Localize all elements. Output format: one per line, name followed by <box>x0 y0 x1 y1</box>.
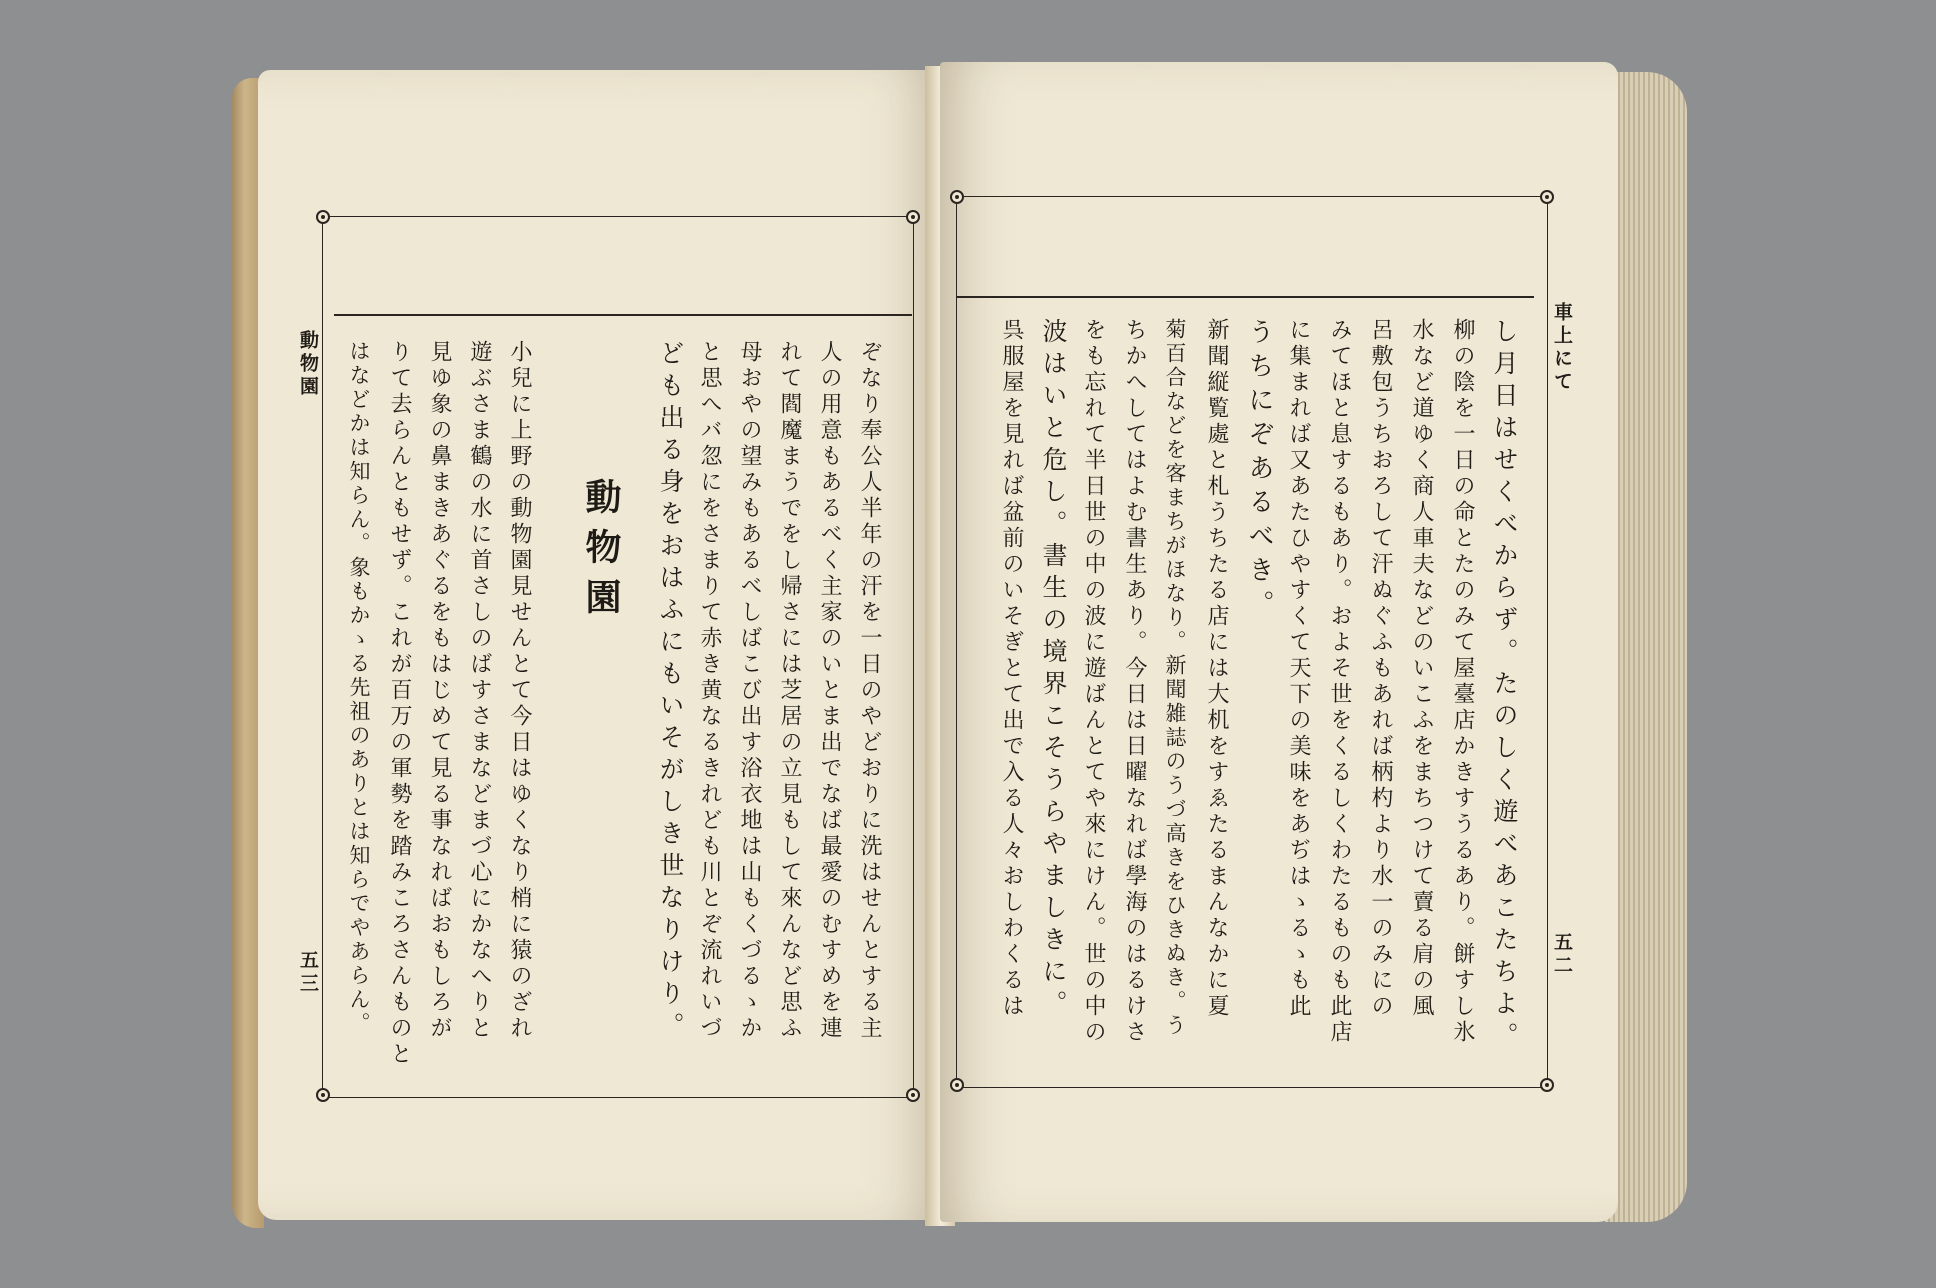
text-column: に集まれば又あたひやすくて天下の美味をあぢはゝるゝも此 <box>1286 318 1311 1020</box>
text-column: はなどかは知らん。象もかゝる先祖のありとは知らでやあらん。 <box>347 340 371 1036</box>
right-page-divider-rule <box>956 296 1534 298</box>
text-column: れて閻魔まうでをし帰さには芝居の立見もして來んなど思ふ <box>777 340 802 1042</box>
ornament-icon <box>906 210 920 224</box>
text-column: 遊ぶさま鶴の水に首さしのばすさまなどまづ心にかなへりと <box>467 340 492 1042</box>
text-column: をも忘れて半日世の中の波に遊ばんとてや來にけん。世の中の <box>1081 318 1106 1046</box>
right-page <box>940 62 1618 1222</box>
text-column: ども出る身をおはふにもいそがしき世なりけり。 <box>656 340 685 1044</box>
left-page <box>258 70 938 1220</box>
text-column: 水など道ゆく商人車夫などのいこふをまちつけて賣る肩の風 <box>1409 318 1434 1020</box>
text-column: 波はいと危し。書生の境界こそうらやましきに。 <box>1039 318 1068 1022</box>
text-column: 小兒に上野の動物園見せんとて今日はゆくなり梢に猿のざれ <box>507 340 532 1042</box>
running-head: 動物園 <box>297 330 319 399</box>
text-column: し月日はせくべからず。たのしく遊べあこたちよ。 <box>1490 318 1519 1054</box>
text-column: みてほと息するもあり。およそ世をくるしくわたるものも此店 <box>1327 318 1352 1046</box>
text-column: ちかへしてはよむ書生あり。今日は日曜なれば學海のはるけさ <box>1122 318 1147 1046</box>
left-page-divider-rule <box>334 314 912 316</box>
ornament-icon <box>1540 190 1554 204</box>
page-number: 五二 <box>1551 932 1573 978</box>
text-column: 人の用意もあるべく主家のいとま出でなば最愛のむすめを連 <box>817 340 842 1042</box>
page-number: 五三 <box>297 950 319 996</box>
ornament-icon <box>316 210 330 224</box>
ornament-icon <box>906 1088 920 1102</box>
text-column: 呂敷包うちおろして汗ぬぐふもあれば柄杓より水一のみにの <box>1368 318 1393 1020</box>
section-title: 動物園 <box>580 478 622 628</box>
text-column: 柳の陰を一日の命とたのみて屋臺店かきすうるあり。餅すし氷 <box>1450 318 1475 1046</box>
ornament-icon <box>950 1078 964 1092</box>
text-column: ぞなり奉公人半年の汗を一日のやどおりに洗はせんとする主 <box>857 340 882 1042</box>
text-column: うちにぞあるべき。 <box>1244 318 1274 624</box>
text-column: 見ゆ象の鼻まきあぐるをもはじめて見る事なればおもしろが <box>427 340 452 1042</box>
running-head: 車上にて <box>1551 302 1573 394</box>
text-column: 母おやの望みもあるべしばこび出す浴衣地は山もくづるゝか <box>737 340 762 1042</box>
ornament-icon <box>1540 1078 1554 1092</box>
ornament-icon <box>316 1088 330 1102</box>
ornament-icon <box>950 190 964 204</box>
text-column: と思へバ忽にをさまりて赤き黄なるきれども川とぞ流れいづ <box>697 340 722 1042</box>
text-column: 新聞縦覧處と札うちたる店には大机をすゑたるまんなかに夏 <box>1204 318 1229 1020</box>
text-column: 呉服屋を見れば盆前のいそぎとて出で入る人々おしわくるは <box>999 318 1024 1020</box>
text-column: りて去らんともせず。これが百万の軍勢を踏みころさんものと <box>387 340 412 1068</box>
text-column: 菊百合などを客まちがほなり。新聞雑誌のうづ高きをひきぬき。う <box>1163 318 1187 1038</box>
